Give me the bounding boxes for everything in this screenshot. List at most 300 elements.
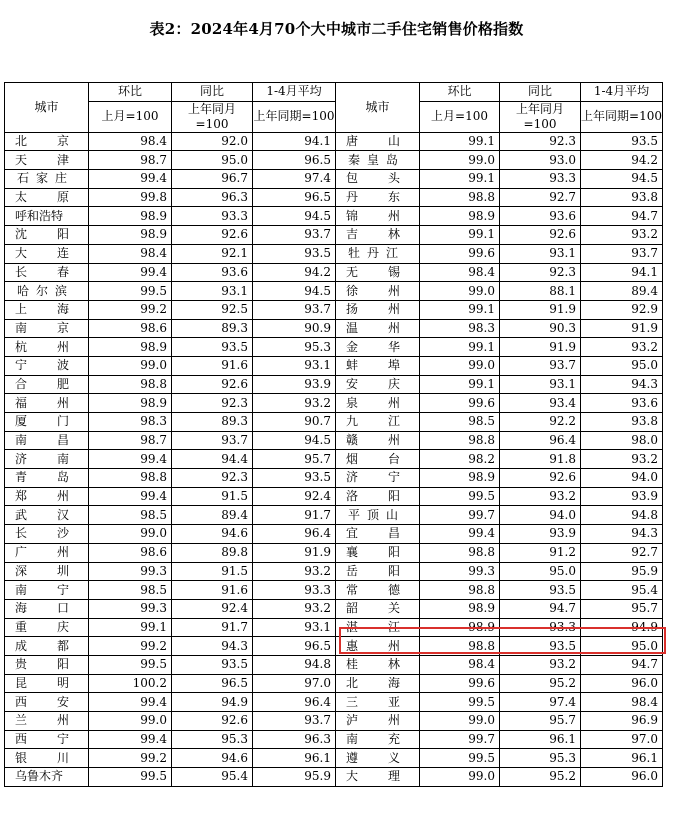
city-cell (336, 599, 420, 618)
city-cell (336, 749, 420, 768)
city-cell (336, 674, 420, 693)
city-cell (5, 319, 89, 338)
yoy-cell: 93.1 (500, 244, 581, 263)
yoy-cell: 94.3 (172, 637, 253, 656)
mom-cell: 98.5 (420, 413, 500, 432)
city-cell (5, 188, 89, 207)
mom-cell: 99.2 (89, 637, 172, 656)
table-row (5, 300, 663, 319)
city-cell (336, 712, 420, 731)
mom-cell: 99.4 (89, 487, 172, 506)
city-name: 郑州 (15, 489, 69, 504)
avg-base-right: 上年同期=100 (581, 101, 663, 132)
yoy-cell: 93.9 (500, 525, 581, 544)
city-name: 青岛 (15, 470, 69, 485)
city-cell (336, 431, 420, 450)
city-name: 银川 (15, 750, 69, 765)
city-cell (5, 282, 89, 301)
avg-cell: 95.9 (253, 768, 336, 787)
avg-cell: 96.1 (253, 749, 336, 768)
city-name: 杭州 (15, 339, 69, 354)
mom-cell: 98.8 (89, 469, 172, 488)
avg-cell: 94.3 (581, 525, 663, 544)
city-name: 安庆 (346, 376, 400, 391)
avg-cell: 93.2 (253, 599, 336, 618)
mom-cell: 98.4 (420, 263, 500, 282)
mom-cell: 99.1 (420, 375, 500, 394)
yoy-cell: 92.3 (172, 394, 253, 413)
city-name: 长沙 (15, 526, 69, 541)
yoy-cell: 91.8 (500, 450, 581, 469)
avg-cell: 98.4 (581, 693, 663, 712)
city-name: 宜昌 (346, 526, 400, 541)
city-cell (5, 618, 89, 637)
table-row (5, 207, 663, 226)
city-name: 上海 (15, 302, 69, 317)
mom-cell: 98.8 (420, 581, 500, 600)
city-cell (5, 244, 89, 263)
yoy-cell: 96.4 (500, 431, 581, 450)
avg-cell: 93.5 (581, 132, 663, 151)
city-name: 宁波 (15, 358, 69, 373)
mom-cell: 98.8 (89, 375, 172, 394)
mom-cell: 99.0 (420, 356, 500, 375)
mom-cell: 99.0 (89, 356, 172, 375)
city-name: 天津 (15, 152, 69, 167)
table-row (5, 450, 663, 469)
table-body (5, 132, 663, 786)
city-name: 南京 (15, 320, 69, 335)
avg-cell: 93.2 (253, 394, 336, 413)
city-name: 哈尔滨 (17, 283, 67, 298)
mom-cell: 99.2 (89, 749, 172, 768)
yoy-cell: 90.3 (500, 319, 581, 338)
city-name: 南宁 (15, 582, 69, 597)
city-cell (336, 413, 420, 432)
table-row (5, 356, 663, 375)
table-row (5, 618, 663, 637)
avg-cell: 94.5 (253, 282, 336, 301)
mom-cell: 99.7 (420, 506, 500, 525)
city-name: 海口 (15, 601, 69, 616)
table-row (5, 674, 663, 693)
mom-cell: 99.4 (89, 170, 172, 189)
table-row (5, 469, 663, 488)
yoy-cell: 91.6 (172, 356, 253, 375)
city-cell (5, 226, 89, 245)
table-row (5, 226, 663, 245)
avg-cell: 89.4 (581, 282, 663, 301)
avg-cell: 96.0 (581, 674, 663, 693)
yoy-cell: 89.8 (172, 543, 253, 562)
yoy-cell: 92.6 (172, 226, 253, 245)
mom-cell: 99.1 (420, 300, 500, 319)
yoy-cell: 89.4 (172, 506, 253, 525)
city-name: 丹东 (346, 190, 400, 205)
mom-cell: 99.5 (420, 487, 500, 506)
city-cell (5, 450, 89, 469)
yoy-cell: 96.5 (172, 674, 253, 693)
mom-cell: 99.1 (420, 170, 500, 189)
city-name: 岳阳 (346, 563, 400, 578)
mom-cell: 98.9 (420, 618, 500, 637)
mom-cell: 99.6 (420, 244, 500, 263)
city-name: 贵阳 (15, 657, 69, 672)
avg-cell: 96.5 (253, 151, 336, 170)
yoy-cell: 93.7 (500, 356, 581, 375)
city-name: 徐州 (346, 283, 400, 298)
city-cell (5, 637, 89, 656)
mom-cell: 99.1 (420, 338, 500, 357)
city-cell (5, 132, 89, 151)
mom-cell: 100.2 (89, 674, 172, 693)
city-name: 常德 (346, 582, 400, 597)
mom-cell: 99.1 (89, 618, 172, 637)
city-cell (5, 170, 89, 189)
city-cell (5, 768, 89, 787)
yoy-cell: 92.1 (172, 244, 253, 263)
avg-cell: 91.9 (581, 319, 663, 338)
avg-cell: 93.7 (253, 712, 336, 731)
yoy-cell: 95.2 (500, 674, 581, 693)
avg-cell: 95.3 (253, 338, 336, 357)
city-cell (336, 319, 420, 338)
mom-cell: 98.3 (89, 413, 172, 432)
city-name: 洛阳 (346, 489, 400, 504)
avg-cell: 96.4 (253, 693, 336, 712)
table-row (5, 562, 663, 581)
avg-cell: 96.1 (581, 749, 663, 768)
mom-cell: 98.9 (89, 394, 172, 413)
city-name: 温州 (346, 320, 400, 335)
yoy-cell: 93.0 (500, 151, 581, 170)
mom-cell: 99.1 (420, 132, 500, 151)
yoy-cell: 92.6 (172, 375, 253, 394)
city-name: 兰州 (15, 713, 69, 728)
avg-cell: 96.3 (253, 730, 336, 749)
avg-cell: 96.5 (253, 637, 336, 656)
avg-cell: 93.5 (253, 244, 336, 263)
table-row (5, 151, 663, 170)
city-cell (336, 469, 420, 488)
table-row (5, 282, 663, 301)
city-cell (5, 375, 89, 394)
avg-cell: 94.7 (581, 207, 663, 226)
avg-cell: 97.0 (253, 674, 336, 693)
city-name: 大连 (15, 246, 69, 261)
city-name: 大理 (346, 769, 400, 784)
city-name: 厦门 (15, 414, 69, 429)
avg-header-right: 1-4月平均 (581, 83, 663, 102)
city-name: 昆明 (15, 675, 69, 690)
yoy-cell: 93.6 (172, 263, 253, 282)
yoy-cell: 93.5 (500, 637, 581, 656)
yoy-cell: 91.6 (172, 581, 253, 600)
avg-cell: 93.2 (581, 226, 663, 245)
yoy-cell: 88.1 (500, 282, 581, 301)
city-name: 秦皇岛 (348, 152, 398, 167)
avg-cell: 95.7 (253, 450, 336, 469)
city-cell (336, 188, 420, 207)
city-cell (5, 207, 89, 226)
avg-cell: 96.4 (253, 525, 336, 544)
yoy-cell: 92.6 (500, 226, 581, 245)
city-name: 遵义 (346, 750, 400, 765)
yoy-cell: 97.4 (500, 693, 581, 712)
avg-cell: 93.2 (581, 338, 663, 357)
city-name: 泸州 (346, 713, 400, 728)
yoy-cell: 95.2 (500, 768, 581, 787)
city-name: 北海 (346, 675, 400, 690)
city-name: 吉林 (346, 227, 400, 242)
yoy-cell: 96.7 (172, 170, 253, 189)
yoy-cell: 93.5 (172, 338, 253, 357)
mom-cell: 98.9 (420, 469, 500, 488)
city-cell (336, 151, 420, 170)
mom-cell: 99.5 (89, 282, 172, 301)
city-cell (336, 637, 420, 656)
avg-cell: 93.6 (581, 394, 663, 413)
yoy-cell: 91.9 (500, 338, 581, 357)
city-name: 烟台 (346, 451, 400, 466)
mom-cell: 99.4 (89, 263, 172, 282)
city-cell (336, 170, 420, 189)
table-row (5, 655, 663, 674)
city-cell (5, 674, 89, 693)
city-name: 三亚 (346, 694, 400, 709)
city-cell (336, 282, 420, 301)
city-cell (336, 226, 420, 245)
avg-cell: 96.0 (581, 768, 663, 787)
city-cell (336, 356, 420, 375)
city-cell (5, 338, 89, 357)
avg-cell: 96.9 (581, 712, 663, 731)
yoy-cell: 92.5 (172, 300, 253, 319)
city-cell (5, 581, 89, 600)
city-cell (5, 693, 89, 712)
avg-cell: 92.4 (253, 487, 336, 506)
yoy-cell: 96.3 (172, 188, 253, 207)
yoy-cell: 95.4 (172, 768, 253, 787)
city-name: 桂林 (346, 657, 400, 672)
city-name: 沈阳 (15, 227, 69, 242)
city-name: 西宁 (15, 732, 69, 747)
yoy-cell: 89.3 (172, 413, 253, 432)
yoy-cell: 92.7 (500, 188, 581, 207)
mom-cell: 99.3 (420, 562, 500, 581)
mom-cell: 99.5 (89, 768, 172, 787)
yoy-cell: 94.4 (172, 450, 253, 469)
city-cell (5, 525, 89, 544)
table-row (5, 730, 663, 749)
yoy-cell: 92.0 (172, 132, 253, 151)
avg-cell: 94.1 (581, 263, 663, 282)
table-row (5, 768, 663, 787)
city-name: 合肥 (15, 376, 69, 391)
city-name: 深圳 (15, 563, 69, 578)
yoy-cell: 93.6 (500, 207, 581, 226)
avg-cell: 95.4 (581, 581, 663, 600)
avg-cell: 95.9 (581, 562, 663, 581)
city-name: 平顶山 (348, 507, 398, 522)
avg-cell: 96.5 (253, 188, 336, 207)
mom-cell: 99.3 (89, 599, 172, 618)
city-cell (5, 562, 89, 581)
table-row (5, 599, 663, 618)
mom-cell: 98.6 (89, 543, 172, 562)
mom-header: 环比 (89, 83, 172, 102)
city-cell (336, 525, 420, 544)
city-cell (5, 413, 89, 432)
yoy-base-right: 上年同月=100 (500, 101, 581, 132)
avg-cell: 93.8 (581, 413, 663, 432)
city-cell (5, 599, 89, 618)
yoy-cell: 93.1 (172, 282, 253, 301)
yoy-base: 上年同月=100 (172, 101, 253, 132)
mom-cell: 98.4 (89, 244, 172, 263)
mom-cell: 99.4 (89, 693, 172, 712)
table-row (5, 543, 663, 562)
mom-cell: 99.1 (420, 226, 500, 245)
yoy-cell: 96.1 (500, 730, 581, 749)
table-row (5, 319, 663, 338)
avg-cell: 90.7 (253, 413, 336, 432)
city-cell (336, 132, 420, 151)
yoy-cell: 93.3 (172, 207, 253, 226)
yoy-cell: 93.2 (500, 487, 581, 506)
city-name: 南充 (346, 732, 400, 747)
yoy-cell: 94.6 (172, 525, 253, 544)
yoy-cell: 93.5 (500, 581, 581, 600)
mom-cell: 99.0 (420, 768, 500, 787)
city-cell (336, 244, 420, 263)
avg-cell: 94.5 (253, 431, 336, 450)
mom-cell: 98.9 (89, 226, 172, 245)
mom-cell: 99.5 (420, 749, 500, 768)
yoy-cell: 94.9 (172, 693, 253, 712)
avg-cell: 95.7 (581, 599, 663, 618)
city-name: 湛江 (346, 619, 400, 634)
city-cell (5, 712, 89, 731)
mom-cell: 98.2 (420, 450, 500, 469)
avg-cell: 93.1 (253, 618, 336, 637)
city-name: 赣州 (346, 433, 400, 448)
avg-cell: 94.7 (581, 655, 663, 674)
avg-cell: 94.3 (581, 375, 663, 394)
avg-cell: 91.7 (253, 506, 336, 525)
mom-cell: 99.4 (89, 730, 172, 749)
mom-cell: 98.5 (89, 506, 172, 525)
city-name: 西安 (15, 694, 69, 709)
mom-cell: 98.4 (89, 132, 172, 151)
city-name: 惠州 (346, 638, 400, 653)
table-row (5, 712, 663, 731)
avg-cell: 93.3 (253, 581, 336, 600)
city-cell (336, 768, 420, 787)
mom-cell: 98.7 (89, 431, 172, 450)
yoy-cell: 94.6 (172, 749, 253, 768)
city-cell (5, 749, 89, 768)
city-cell (5, 151, 89, 170)
table-row (5, 394, 663, 413)
city-cell (5, 394, 89, 413)
mom-cell: 99.0 (420, 151, 500, 170)
yoy-cell: 94.7 (500, 599, 581, 618)
city-name: 金华 (346, 339, 400, 354)
avg-cell: 93.2 (253, 562, 336, 581)
mom-cell: 98.4 (420, 655, 500, 674)
table-row (5, 132, 663, 151)
city-name: 武汉 (15, 507, 69, 522)
city-cell (336, 207, 420, 226)
city-name: 长春 (15, 264, 69, 279)
city-header: 城市 (5, 83, 89, 133)
table-row (5, 244, 663, 263)
avg-cell: 95.0 (581, 637, 663, 656)
yoy-cell: 93.5 (172, 655, 253, 674)
yoy-cell: 94.0 (500, 506, 581, 525)
city-name: 成都 (15, 638, 69, 653)
city-cell (336, 581, 420, 600)
table-row (5, 375, 663, 394)
city-name: 无锡 (346, 264, 400, 279)
city-name: 扬州 (346, 302, 400, 317)
city-cell (336, 618, 420, 637)
mom-cell: 99.0 (420, 712, 500, 731)
yoy-cell: 91.5 (172, 487, 253, 506)
yoy-cell: 91.5 (172, 562, 253, 581)
city-name: 呼和浩特 (15, 208, 64, 223)
avg-cell: 94.8 (581, 506, 663, 525)
table-row (5, 431, 663, 450)
yoy-cell: 95.7 (500, 712, 581, 731)
table-row (5, 170, 663, 189)
city-cell (336, 487, 420, 506)
city-cell (336, 263, 420, 282)
avg-cell: 93.5 (253, 469, 336, 488)
mom-cell: 98.9 (420, 599, 500, 618)
city-name: 锦州 (346, 208, 400, 223)
mom-cell: 99.2 (89, 300, 172, 319)
city-cell (336, 338, 420, 357)
city-name: 泉州 (346, 395, 400, 410)
avg-cell: 94.2 (581, 151, 663, 170)
city-name: 包头 (346, 171, 400, 186)
city-name: 蚌埠 (346, 358, 400, 373)
city-name: 石家庄 (17, 171, 67, 186)
city-name: 太原 (15, 190, 69, 205)
yoy-cell: 93.2 (500, 655, 581, 674)
mom-cell: 99.0 (89, 712, 172, 731)
city-name: 济宁 (346, 470, 400, 485)
mom-cell: 98.8 (420, 543, 500, 562)
yoy-header: 同比 (172, 83, 253, 102)
city-name: 乌鲁木齐 (15, 769, 64, 784)
yoy-cell: 93.7 (172, 431, 253, 450)
city-cell (5, 730, 89, 749)
avg-cell: 93.2 (581, 450, 663, 469)
city-cell (5, 543, 89, 562)
table-row (5, 749, 663, 768)
table-row (5, 506, 663, 525)
mom-cell: 99.3 (89, 562, 172, 581)
city-name: 福州 (15, 395, 69, 410)
table-title: 表2：2024年4月70个大中城市二手住宅销售价格指数 (149, 20, 524, 38)
yoy-cell: 91.7 (172, 618, 253, 637)
avg-cell: 94.1 (253, 132, 336, 151)
avg-cell: 94.2 (253, 263, 336, 282)
city-cell (336, 543, 420, 562)
